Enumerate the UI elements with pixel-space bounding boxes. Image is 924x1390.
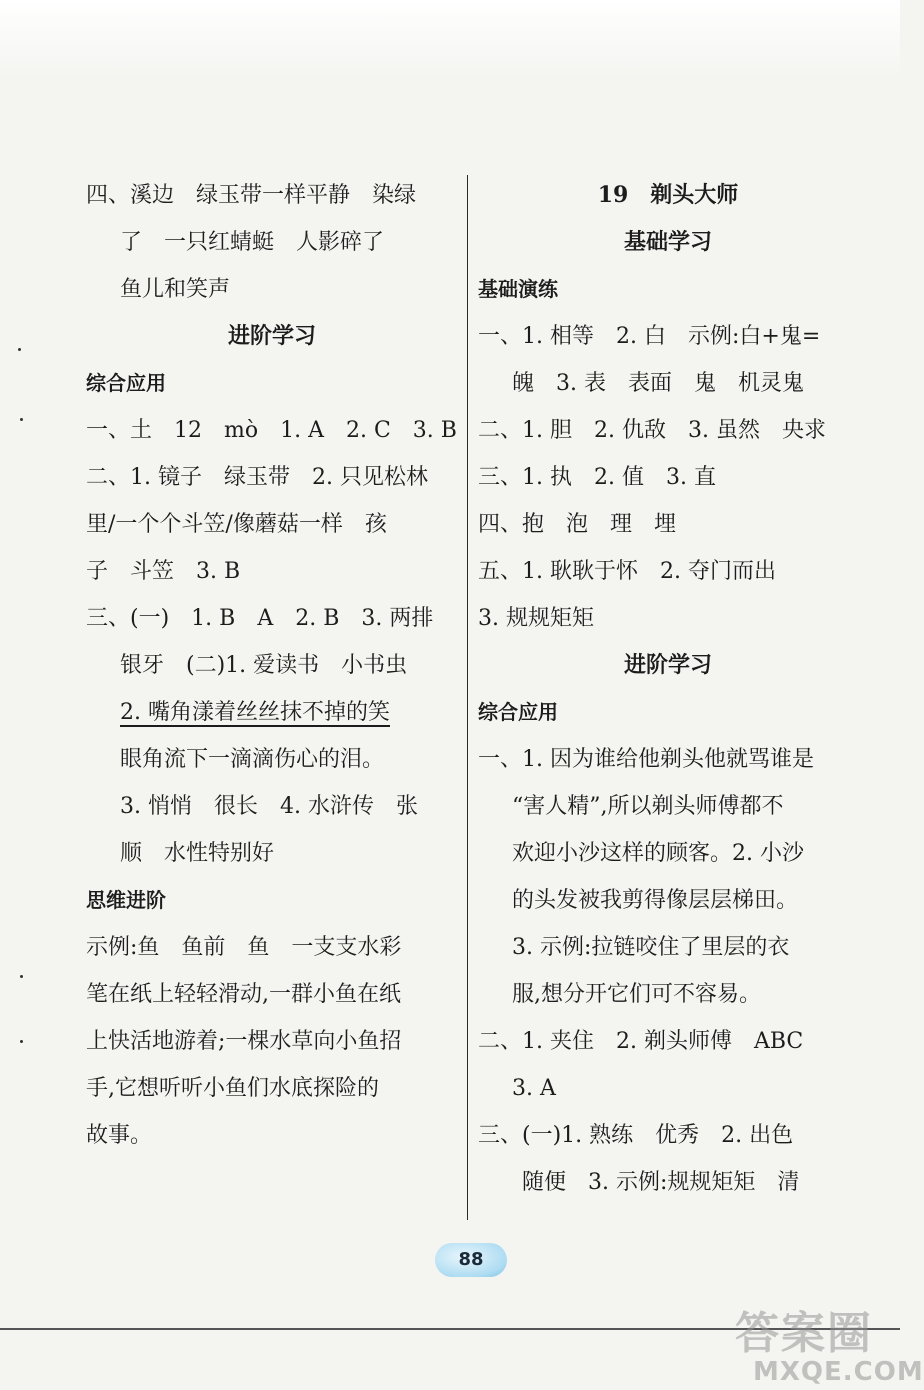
answer-line bbox=[86, 736, 458, 783]
line-text: 3. A bbox=[512, 1076, 556, 1101]
answer-line bbox=[86, 1018, 458, 1065]
page-background bbox=[0, 0, 900, 80]
line-text: 3. 示例:拉链咬住了里层的衣 bbox=[512, 935, 790, 960]
line-text: 基础学习 bbox=[623, 229, 712, 255]
line-text: 服,想分开它们可不容易。 bbox=[512, 982, 761, 1007]
section-heading bbox=[86, 360, 458, 407]
section-heading bbox=[478, 266, 858, 313]
left-column bbox=[86, 172, 458, 1159]
scan-dot bbox=[20, 1040, 23, 1043]
line-text: 顺 水性特别好 bbox=[120, 841, 275, 866]
column-divider bbox=[467, 175, 468, 1220]
section-heading bbox=[478, 642, 858, 689]
answer-line bbox=[478, 736, 858, 783]
answer-line bbox=[86, 783, 458, 830]
line-text: 3. 规规矩矩 bbox=[478, 606, 594, 631]
answer-line bbox=[86, 1112, 458, 1159]
line-text: 的头发被我剪得像层层梯田。 bbox=[512, 888, 799, 913]
line-text: 魄 3. 表 表面 鬼 机灵鬼 bbox=[512, 371, 804, 396]
answer-line bbox=[86, 689, 458, 736]
scan-dot bbox=[18, 348, 21, 351]
answer-line bbox=[86, 172, 458, 219]
answer-line bbox=[86, 266, 458, 313]
line-text: 进阶学习 bbox=[227, 323, 316, 349]
line-text: 了 一只红蜻蜓 人影碎了 bbox=[120, 230, 385, 255]
answer-line bbox=[86, 642, 458, 689]
line-text: 里/一个个斗笠/像蘑菇一样 孩 bbox=[86, 512, 387, 537]
line-text: 示例:鱼 鱼前 鱼 一支支水彩 bbox=[86, 935, 402, 960]
answer-line bbox=[478, 501, 858, 548]
section-heading bbox=[478, 172, 858, 219]
line-text: 欢迎小沙这样的顾客。2. 小沙 bbox=[512, 841, 804, 866]
answer-line bbox=[86, 219, 458, 266]
line-text: 三、(一)1. 熟练 优秀 2. 出色 bbox=[478, 1123, 794, 1148]
line-text: 二、1. 镜子 绿玉带 2. 只见松林 bbox=[86, 465, 428, 490]
line-text: 四、溪边 绿玉带一样平静 染绿 bbox=[86, 183, 417, 208]
line-text: 综合应用 bbox=[478, 700, 558, 724]
answer-line bbox=[478, 877, 858, 924]
line-text: 一、1. 因为谁给他剃头他就骂谁是 bbox=[478, 747, 814, 772]
answer-line bbox=[478, 548, 858, 595]
answer-line bbox=[86, 407, 458, 454]
line-text: 三、(一) 1. B A 2. B 3. 两排 bbox=[86, 606, 434, 631]
line-text: 2. 嘴角漾着丝丝抹不掉的笑 bbox=[120, 700, 390, 725]
answer-line bbox=[478, 1159, 858, 1206]
line-text: 一、1. 相等 2. 白 示例:白+鬼= bbox=[478, 324, 821, 349]
line-text: 子 斗笠 3. B bbox=[86, 559, 241, 584]
answer-line bbox=[478, 313, 858, 360]
line-text: 上快活地游着;一棵水草向小鱼招 bbox=[86, 1029, 402, 1054]
answer-line bbox=[478, 1065, 858, 1112]
line-text: 进阶学习 bbox=[623, 652, 712, 678]
line-text: 19 剃头大师 bbox=[597, 182, 739, 208]
answer-line bbox=[478, 454, 858, 501]
line-text: 故事。 bbox=[86, 1123, 153, 1148]
line-text: 银牙 (二)1. 爱读书 小书虫 bbox=[120, 653, 408, 678]
line-text: 二、1. 胆 2. 仇敌 3. 虽然 央求 bbox=[478, 418, 826, 443]
answer-line bbox=[478, 971, 858, 1018]
line-text: 笔在纸上轻轻滑动,一群小鱼在纸 bbox=[86, 982, 401, 1007]
line-text: 眼角流下一滴滴伤心的泪。 bbox=[120, 747, 385, 772]
section-heading bbox=[86, 877, 458, 924]
line-text: 基础演练 bbox=[478, 277, 558, 301]
answer-line bbox=[86, 548, 458, 595]
line-text: 四、抱 泡 理 埋 bbox=[478, 512, 677, 537]
answer-line bbox=[478, 1112, 858, 1159]
scan-dot bbox=[20, 975, 23, 978]
line-text: 三、1. 执 2. 值 3. 直 bbox=[478, 465, 716, 490]
line-text: 综合应用 bbox=[86, 371, 166, 395]
line-text: 3. 悄悄 很长 4. 水浒传 张 bbox=[120, 794, 418, 819]
section-heading bbox=[86, 313, 458, 360]
answer-line bbox=[478, 360, 858, 407]
answer-line bbox=[478, 830, 858, 877]
line-text: “害人精”,所以剃头师傅都不 bbox=[512, 794, 784, 819]
watermark-text: 答案圈 bbox=[735, 1308, 873, 1359]
answer-line bbox=[86, 924, 458, 971]
line-text: 随便 3. 示例:规规矩矩 清 bbox=[522, 1170, 800, 1195]
answer-line bbox=[478, 407, 858, 454]
scan-dot bbox=[20, 418, 23, 421]
page-number: 88 bbox=[435, 1243, 507, 1277]
answer-line bbox=[86, 454, 458, 501]
answer-line bbox=[86, 1065, 458, 1112]
answer-line bbox=[478, 595, 858, 642]
watermark-url: MXQE.COM bbox=[753, 1357, 924, 1387]
answer-line bbox=[86, 971, 458, 1018]
line-text: 手,它想听听小鱼们水底探险的 bbox=[86, 1076, 379, 1101]
watermark-logo bbox=[735, 1308, 924, 1387]
line-text: 鱼儿和笑声 bbox=[120, 277, 231, 302]
answer-line bbox=[86, 501, 458, 548]
line-text: 五、1. 耿耿于怀 2. 夺门而出 bbox=[478, 559, 776, 584]
section-heading bbox=[478, 689, 858, 736]
answer-line bbox=[478, 924, 858, 971]
answer-line bbox=[478, 783, 858, 830]
right-column bbox=[478, 172, 858, 1206]
answer-line bbox=[86, 830, 458, 877]
line-text: 一、土 12 mò 1. A 2. C 3. B bbox=[86, 418, 457, 443]
answer-line bbox=[86, 595, 458, 642]
answer-line bbox=[478, 1018, 858, 1065]
section-heading bbox=[478, 219, 858, 266]
line-text: 思维进阶 bbox=[86, 888, 166, 912]
line-text: 二、1. 夹住 2. 剃头师傅 ABC bbox=[478, 1029, 804, 1054]
